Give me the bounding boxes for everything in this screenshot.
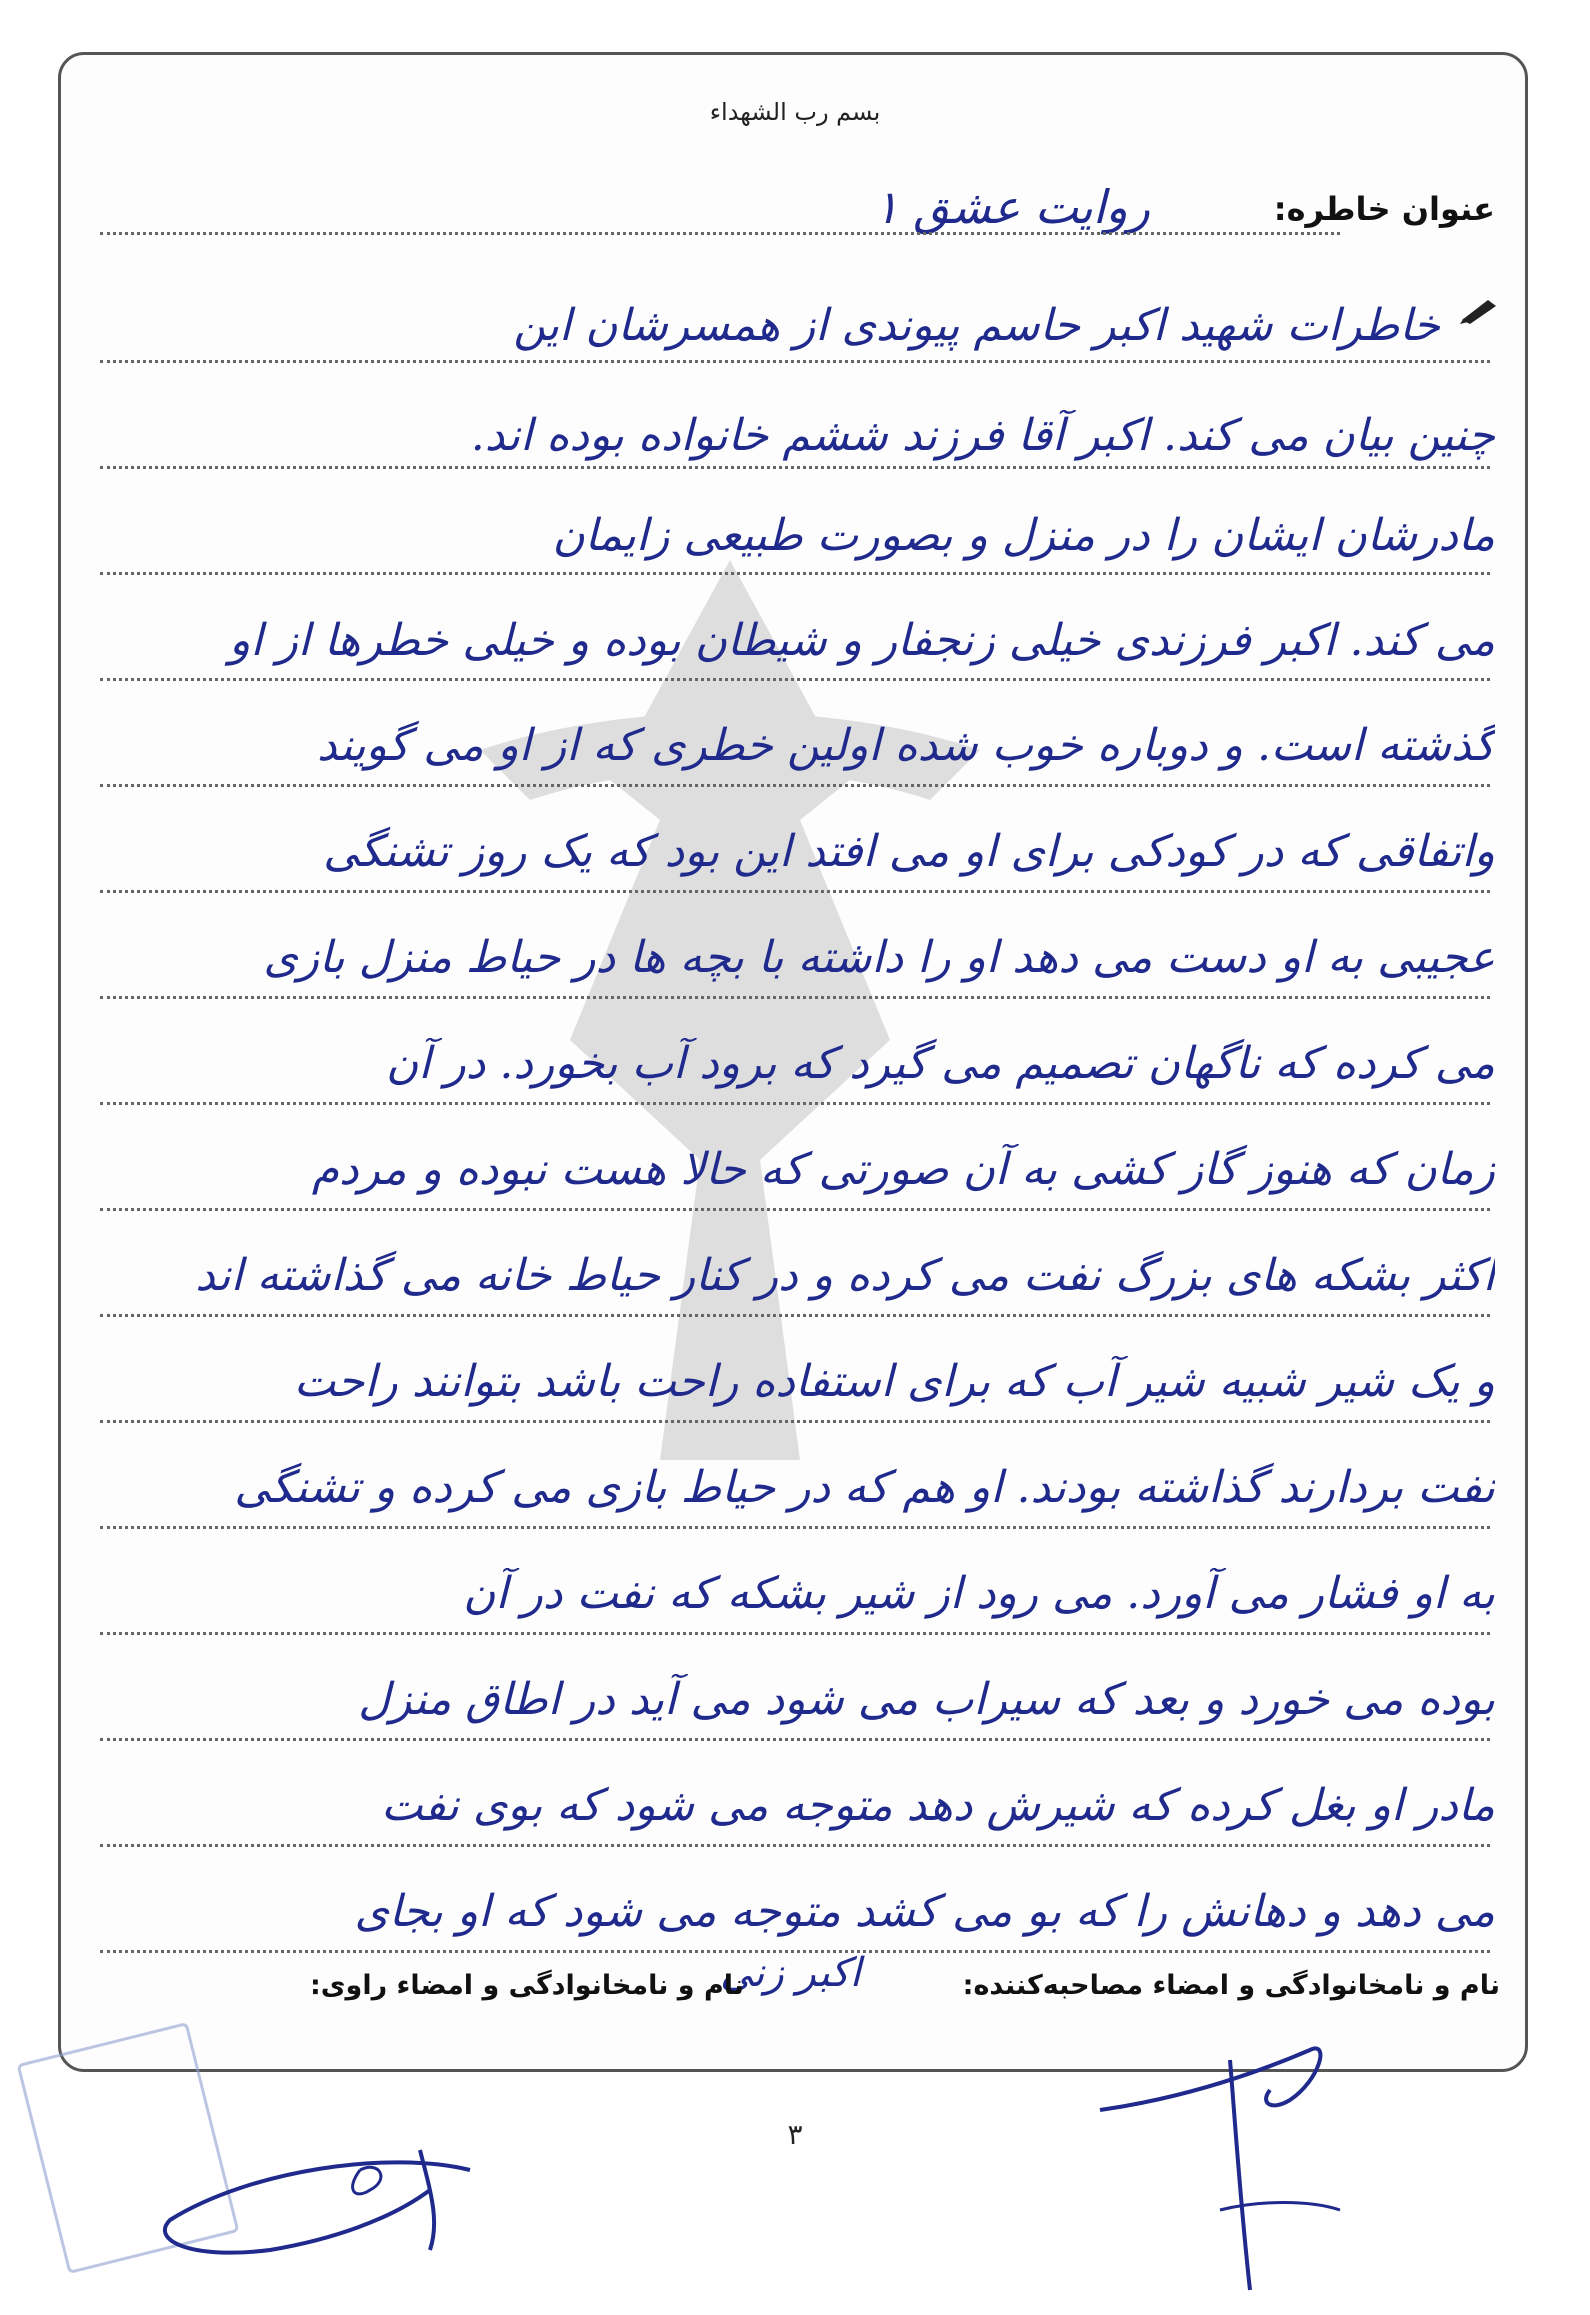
line-rule [100, 1526, 1490, 1529]
line-rule [100, 1632, 1490, 1635]
line-rule [100, 1102, 1490, 1105]
line-rule [100, 784, 1490, 787]
title-rule [100, 232, 1340, 235]
line-rule [100, 678, 1490, 681]
line-rule [100, 1420, 1490, 1423]
memory-line-8: می کرده که ناگهان تصمیم می گیرد که برود آب بخورد. در آن [386, 1038, 1495, 1089]
memory-line-14: بوده می خورد و بعد که سیراب می شود می آید در اطاق منزل [358, 1674, 1495, 1725]
memory-title-value: روایت عشق ۱ [874, 180, 1150, 234]
narrator-label: نام و نامخانوادگی و امضاء راوی: [310, 1970, 745, 2001]
memory-line-4: می کند. اکبر فرزندی خیلی زنجفار و شیطان بوده و خیلی خطرها از او [229, 615, 1495, 666]
memory-line-2: چنین بیان می کند. اکبر آقا فرزند ششم خانواده بوده اند. [470, 410, 1495, 461]
memory-title-label: عنوان خاطره: [1273, 190, 1495, 228]
memory-line-16: می دهد و دهانش را که بو می کشد متوجه می شود که او بجای [354, 1886, 1495, 1937]
memory-line-7: عجیبی به او دست می دهد او را داشته با بچه ها در حیاط منزل بازی [263, 932, 1495, 983]
memory-line-9: زمان که هنوز گاز کشی به آن صورتی که حالا هست نبوده و مردم [311, 1144, 1495, 1195]
line-rule [100, 466, 1490, 469]
line-rule [100, 1844, 1490, 1847]
header-title: بسم رب الشهداء [709, 98, 881, 126]
memory-line-6: واتفاقی که در کودکی برای او می افتد این بود که یک روز تشنگی [323, 826, 1495, 877]
memory-line-5: گذشته است. و دوباره خوب شده اولین خطری که از او می گویند [317, 720, 1495, 771]
memory-line-11: و یک شیر شبیه شیر آب که برای استفاده راحت باشد بتوانند راحت [293, 1356, 1495, 1407]
memory-line-1: خاطرات شهید اکبر حاسم پیوندی از همسرشان این [513, 300, 1440, 351]
page-number: ۳ [787, 2118, 803, 2151]
line-rule [100, 1314, 1490, 1317]
memory-line-12: نفت بردارند گذاشته بودند. او هم که در حیاط بازی می کرده و تشنگی [234, 1462, 1495, 1513]
narrator-signature [130, 2130, 510, 2280]
line-rule [100, 1208, 1490, 1211]
pen-icon [1458, 294, 1502, 326]
memory-line-3: مادرشان ایشان را در منزل و بصورت طبیعی زایمان [552, 510, 1495, 561]
line-rule [100, 1738, 1490, 1741]
line-rule [100, 572, 1490, 575]
line-rule [100, 890, 1490, 893]
memory-line-15: مادر او بغل کرده که شیرش دهد متوجه می شود که بوی نفت [381, 1780, 1495, 1831]
memory-line-10: اکثر بشکه های بزرگ نفت می کرده و در کنار حیاط خانه می گذاشته اند [195, 1250, 1495, 1301]
line-rule [100, 360, 1490, 363]
emblem-watermark [330, 520, 1130, 1500]
witness-signature [1080, 2040, 1440, 2300]
line-rule [100, 996, 1490, 999]
interviewer-label: نام و نامخانوادگی و امضاء مصاحبه‌کننده: [962, 1970, 1500, 2001]
footer-labels [945, 1970, 1500, 2001]
memory-line-13: به او فشار می آورد. می رود از شیر بشکه که نفت در آن [463, 1568, 1495, 1619]
interviewer-signature: اکبر زنی [720, 1950, 861, 1996]
